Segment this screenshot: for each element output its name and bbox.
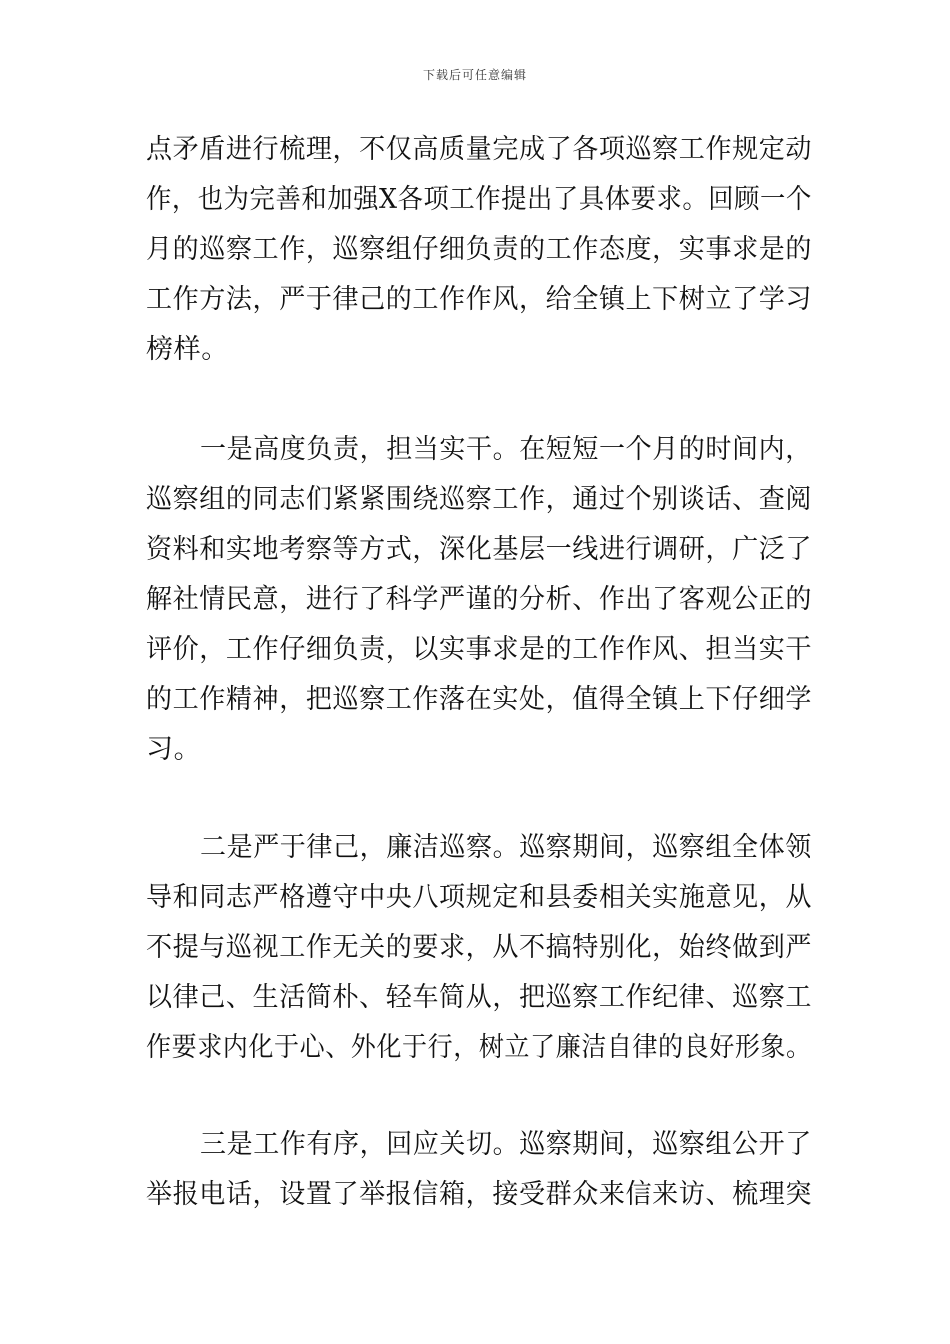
text-line: 解社情民意，进行了科学严谨的分析、作出了客观公正的: [146, 584, 812, 615]
text-line: 资料和实地考察等方式，深化基层一线进行调研，广泛了: [146, 534, 812, 565]
text-line: 月的巡察工作，巡察组仔细负责的工作态度，实事求是的: [146, 234, 812, 265]
text-line: 习。: [146, 734, 202, 765]
text-line: 作，也为完善和加强X各项工作提出了具体要求。回顾一个: [146, 184, 812, 215]
text-line: 榜样。: [146, 334, 229, 365]
text-line: 导和同志严格遵守中央八项规定和县委相关实施意见，从: [146, 882, 812, 913]
text-line: 评价，工作仔细负责，以实事求是的工作作风、担当实干: [146, 634, 812, 665]
text-line: 的工作精神，把巡察工作落在实处，值得全镇上下仔细学: [146, 684, 812, 715]
text-line: 点矛盾进行梳理，不仅高质量完成了各项巡察工作规定动: [146, 134, 812, 165]
text-line: 举报电话，设置了举报信箱，接受群众来信来访、梳理突: [146, 1179, 812, 1210]
text-line: 三是工作有序，回应关切。巡察期间，巡察组公开了: [200, 1129, 812, 1160]
header-note: 下载后可任意编辑: [422, 68, 527, 82]
text-line: 巡察组的同志们紧紧围绕巡察工作，通过个别谈话、查阅: [146, 484, 812, 515]
text-line: 一是高度负责，担当实干。在短短一个月的时间内，: [200, 434, 812, 465]
text-line: 不提与巡视工作无关的要求，从不搞特别化，始终做到严: [146, 932, 812, 963]
text-line: 二是严于律己，廉洁巡察。巡察期间，巡察组全体领: [200, 832, 812, 863]
text-line: 工作方法，严于律己的工作作风，给全镇上下树立了学习: [146, 284, 812, 315]
text-line: 以律己、生活简朴、轻车简从，把巡察工作纪律、巡察工: [146, 982, 812, 1013]
text-line: 作要求内化于心、外化于行，树立了廉洁自律的良好形象。: [146, 1032, 812, 1063]
